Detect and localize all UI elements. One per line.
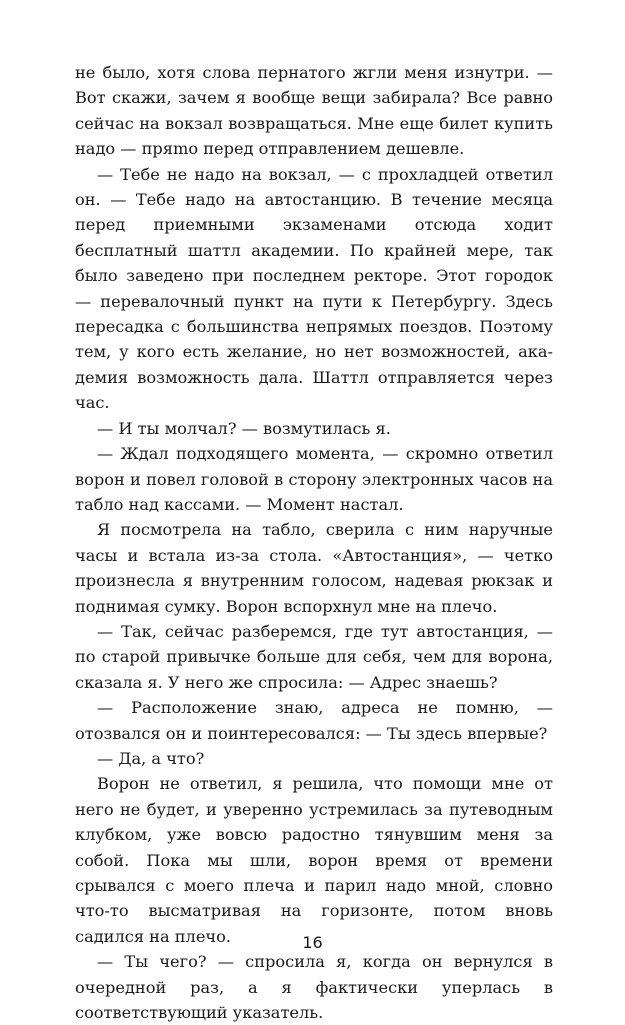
paragraph-1: не было, хотя слова пернатого жгли меня изнутри. — Вот скажи, зачем я вообще вещи забирала? Все равно сейчас на вокзал возвращаться. Мне еще билет купить надо — пряmo перед отправлением дешевле. xyxy=(75,63,553,159)
paragraph-8: — Да, а что? xyxy=(97,748,205,768)
paragraph-9: Ворон не ответил, я решила, что помощи мне от него не будет, и уверенно устремилась за путеводным клубком, уже вовсю радостно тянувшим меня за собой. Пока мы шли, ворон время от времени срывался с моего плеча и парил надо мной, словно что-то высматривая на горизонте, потом вновь садился на плечо. xyxy=(75,774,553,946)
paragraph-6: — Так, сейчас разберемся, где тут автостанция, — по старой привычке больше для себя, чем для ворона, сказала я. У него же спросила: — Адрес знаешь? xyxy=(75,621,553,692)
paragraph-2: — Тебе не надо на вокзал, — с прохладцей ответил он. — Тебе надо на автостанцию. В течение месяца перед приемными экзаменами отсюда ходит бесплатный шаттл академии. По крайней мере, так было заведено при последнем ректоре. Этот городок — перевалочный пункт на пути к Петербургу. Здесь пересадка с большинства непрямых поездов. Поэтому тем, у кого есть желание, но нет возможностей, академия возможность дала. Шаттл отправляется через час. xyxy=(75,164,553,413)
page-text xyxy=(75,60,553,1025)
paragraph-7: — Расположение знаю, адреса не помню, — отозвался он и поинтересовался: — Ты здесь впервые? xyxy=(75,698,553,743)
page-number: 16 xyxy=(302,933,323,952)
paragraph-4: — Ждал подходящего момента, — скромно ответил ворон и повел головой в сторону электронных часов на табло над кассами. — Момент настал. xyxy=(75,444,553,514)
paragraph-3: — И ты молчал? — возмутилась я. xyxy=(97,418,391,438)
paragraph-10: — Ты чего? — спросила я, когда он вернулся в очередной раз, а я фактически уперлась в соответствующий указатель. xyxy=(75,952,553,1023)
paragraph-5: Я посмотрела на табло, сверила с ним наручные часы и встала из-за стола. «Автостанция», — четко произнесла я внутренним голосом, надевая рюкзак и поднимая сумку. Ворон вспорхнул мне на плечо. xyxy=(75,520,553,616)
